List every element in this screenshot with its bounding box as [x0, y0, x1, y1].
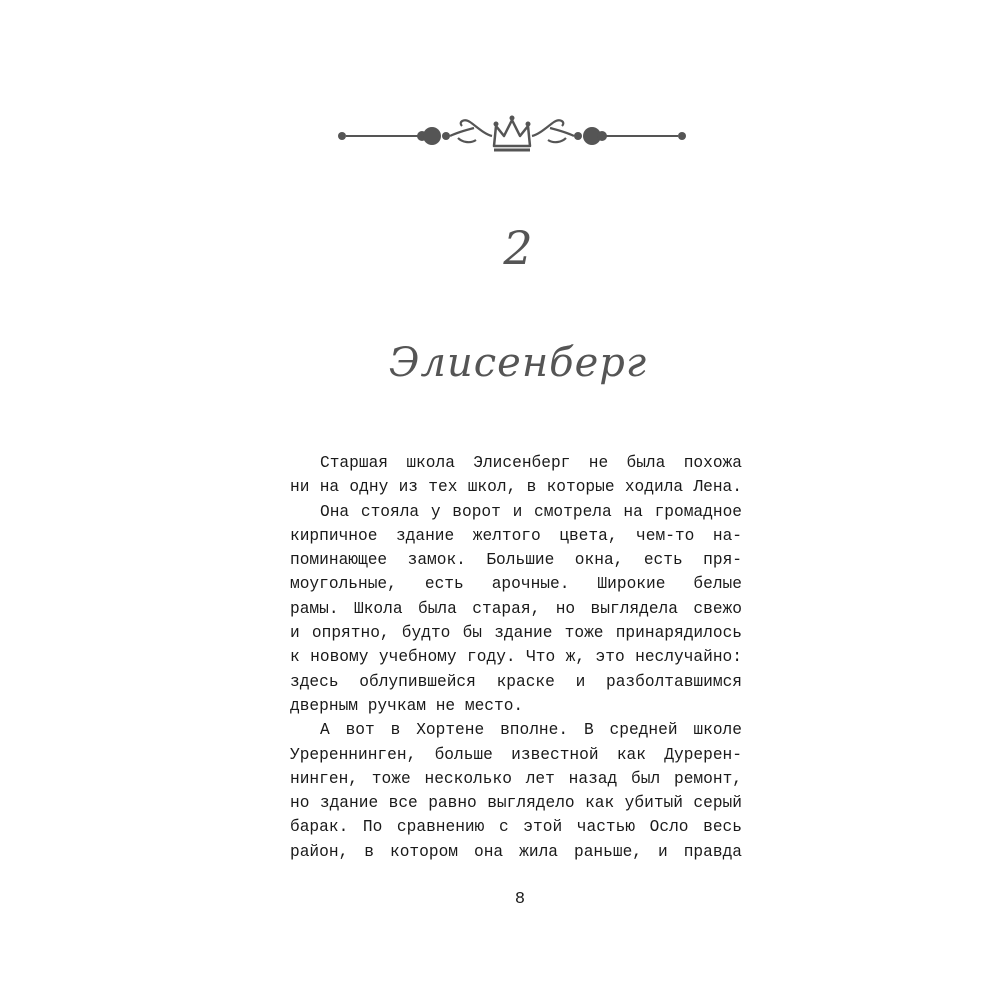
text-line: барак. По сравнению с этой частью Осло весь: [290, 818, 742, 837]
ornament-scroll-left: [450, 120, 492, 142]
crown-ornament-divider: [336, 108, 688, 156]
ornament-dot: [442, 132, 450, 140]
ornament-dot: [338, 132, 346, 140]
ornament-dot: [678, 132, 686, 140]
text-line: район, в котором она жила раньше, и правда: [290, 842, 742, 861]
text-line: к новому учебному году. Что ж, это неслучайно:: [290, 648, 742, 667]
text-line: нинген, тоже несколько лет назад был ремонт,: [290, 769, 742, 788]
page-number: 8: [514, 890, 526, 909]
text-line: Старшая школа Элисенберг не была похожа: [320, 454, 742, 472]
crown-icon: [494, 116, 531, 151]
text-line: А вот в Хортене вполне. В средней школе: [320, 721, 742, 740]
body-text: [290, 451, 742, 864]
chapter-title: Элисенберг: [388, 340, 648, 386]
ornament-dot: [423, 127, 441, 145]
text-line: Уререннинген, больше известной как Дуререн-: [290, 745, 742, 764]
text-line: рамы. Школа была старая, но выглядела свежо: [290, 599, 742, 618]
text-line: здесь облупившейся краске и разболтавшимся: [290, 672, 742, 691]
ornament-dot: [597, 131, 607, 141]
text-line: поминающее замок. Большие окна, есть пря-: [290, 551, 742, 570]
text-line: ни на одну из тех школ, в которые ходила Лена.: [290, 478, 742, 497]
text-line: моугольные, есть арочные. Широкие белые: [290, 575, 742, 594]
text-line: дверным ручкам не место.: [290, 696, 524, 715]
ornament-scroll-right: [532, 120, 574, 142]
text-line: но здание все равно выглядело как убитый серый: [290, 794, 742, 813]
text-line: кирпичное здание желтого цвета, чем-то на-: [290, 526, 742, 545]
chapter-number: 2: [503, 221, 533, 275]
text-line: и опрятно, будто бы здание тоже принарядилось: [290, 624, 742, 643]
ornament-dot: [574, 132, 582, 140]
text-line: Она стояла у ворот и смотрела на громадное: [320, 502, 742, 521]
